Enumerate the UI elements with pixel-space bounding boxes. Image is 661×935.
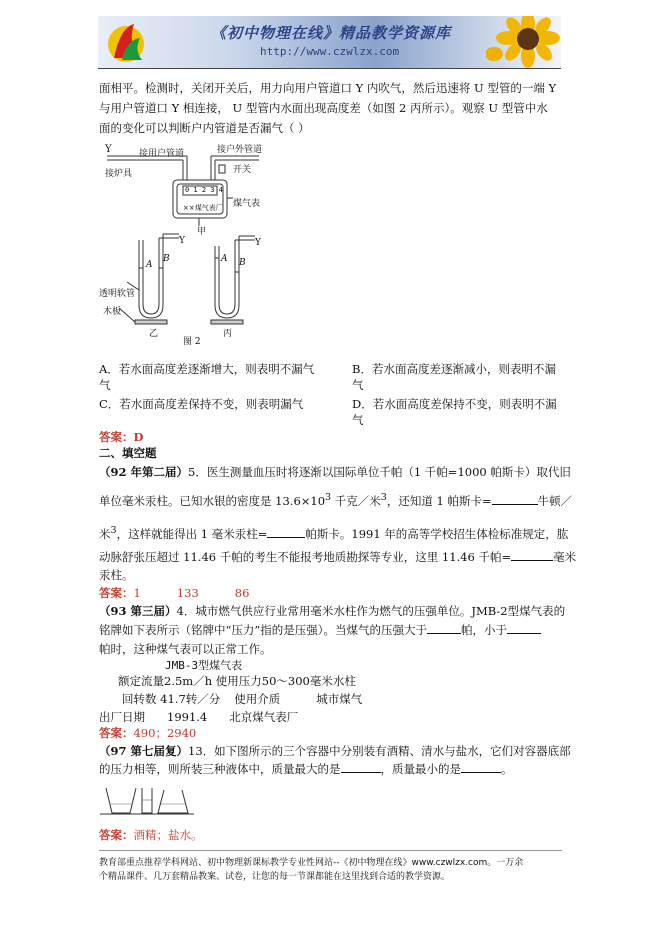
option-a-cont: 气 [99,378,111,392]
meter-face-label: ××煤气表厂 [183,204,223,212]
q5-line-1: （92 年第二届）5．医生测量血压时将逐渐以国际单位千帕（1 千帕=1000 帕斯卡）取代旧 [99,465,571,479]
q13-line-2: 的压力相等，则所装三种液体中，质量最大的是 ，质量最小的是 。 [99,762,513,776]
three-containers-figure [100,784,194,816]
footer-line-1: 教育部重点推荐学科网站、初中物理新课标教学专业性网站--《初中物理在线》www.czwlzx.com。一万余 [99,858,524,868]
label-jia: 甲 [197,227,207,237]
label-stove: 接炉具 [105,169,133,179]
q13-line-1: （97 第七届复）13．如下图所示的三个容器中分别装有酒精、清水与盐水，它们对容器底部 [99,744,571,758]
footer-line-2: 个精品课件、几万套精品教案、试卷，让您的每一节课都能在这里找到合适的教学资源。 [99,872,451,882]
nameplate-title: JMB-3型煤气表 [165,659,243,672]
footer-rule [99,850,562,851]
banner-title: 《初中物理在线》精品教学资源库 [211,24,452,42]
answer-4: 答案：酒精；盐水。 [99,828,203,842]
q5-line-4: 动脉舒张压超过 11.46 千帕的考生不能报考地质勘探等专业，这里 11.46 千帕= 毫米 [99,550,577,564]
label-board: 木板 [103,307,122,317]
banner-url[interactable]: http://www.czwlzx.com [260,45,400,58]
label-user-pipe: 接用户管道 [139,149,185,159]
intro-line-3: 面的变化可以判断户内管道是否漏气（ ） [99,121,310,135]
header-banner [98,16,561,68]
sunflower-icon [486,16,561,68]
intro-line-1: 面相平。检测时，关闭开关后，用力向用户管道口 Y 内吹气，然后迅速将 U 型管的一端 Y [99,81,557,95]
label-yi: 乙 [149,329,159,339]
option-d-cont: 气 [352,413,364,427]
q5-line-5: 汞柱。 [99,568,134,582]
label-outdoor-pipe: 接户外管道 [217,145,263,155]
option-a: A．若水面高度差逐渐增大，则表明不漏气 [99,362,315,376]
label-a: A [146,260,153,270]
figure-caption: 图 2 [183,337,201,347]
label-y-bing: Y [255,238,261,248]
answer-2: 答案：1 133 86 [99,586,250,600]
option-c: C．若水面高度差保持不变，则表明漏气 [99,397,304,411]
site-logo-icon [104,18,148,66]
figure-2 [99,140,289,350]
nameplate-line-3: 出厂日期 1991.4 北京煤气表厂 [99,710,299,724]
label-b-bing: B [239,258,246,268]
header-rule [98,68,561,69]
option-b: B．若水面高度差逐渐减小，则表明不漏 [352,362,556,376]
meter-digits: 0 1 2 3 4 [185,186,223,194]
answer-1: 答案：D [99,430,144,444]
label-tube: 透明软管 [99,289,136,299]
intro-line-2: 与用户管道口 Y 相连接， U 型管内水面出现高度差（如图 2 丙所示）。观察 U 型管中水 [99,101,548,115]
label-y-left: Y [105,144,112,155]
label-y-yi: Y [179,236,185,246]
option-d: D．若水面高度差保持不变，则表明不漏 [352,397,557,411]
nameplate-line-2: 回转数 41.7转／分 使用介质 城市煤气 [122,692,363,706]
q5-line-2: 单位毫米汞柱。已知水银的密度是 $13.6\times 10^3$ 千克／米$^3$，还知道 1 帕斯卡= 牛顿／ [99,492,573,508]
section-2-title: 二、填空题 [99,446,157,460]
label-meter: 煤气表 [233,199,261,209]
q4-line-1: （93 第三届）4．城市燃气供应行业常用毫米水柱作为燃气的压强单位。JMB-2型煤气表的 [99,604,566,618]
answer-3: 答案：490；2940 [99,726,197,740]
q4-line-3: 帕时，这种煤气表可以正常工作。 [99,642,272,656]
q4-line-2: 铭牌如下表所示（铭牌中“压力”指的是压强）。当煤气的压强大于 帕，小于 [99,621,541,640]
label-switch: 开关 [233,165,252,175]
label-a-bing: A [221,254,228,264]
nameplate-line-1: 额定流量2.5m／h 使用压力50～300毫米水柱 [118,674,356,688]
label-b: B [163,254,170,264]
label-bing: 丙 [223,329,233,339]
q5-line-3: 米$^3$，这样就能得出 1 毫米汞柱= 帕斯卡。1991 年的高等学校招生体检标准规定，肱 [99,525,569,541]
option-b-cont: 气 [352,378,364,392]
